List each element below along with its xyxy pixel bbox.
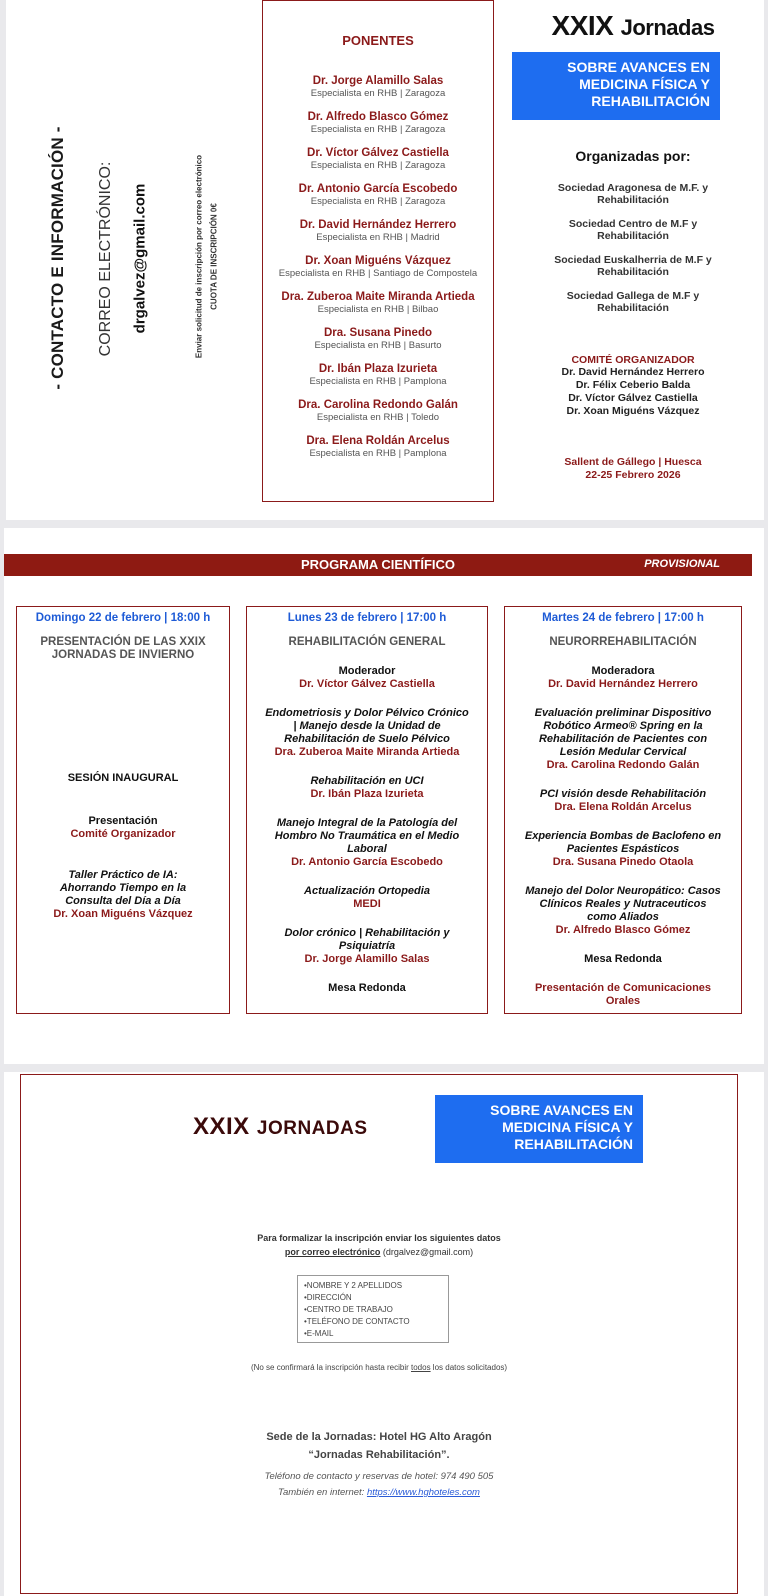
- subtitle-line: MEDICINA FÍSICA Y: [502, 1119, 633, 1135]
- contact-heading: - CONTACTO E INFORMACIÓN -: [48, 126, 67, 390]
- speaker-name: MEDI: [353, 898, 381, 910]
- speaker-role: Especialista en RHB | Bilbao: [317, 304, 439, 315]
- program-page: [4, 528, 764, 1064]
- registration-field: •CENTRO DE TRABAJO: [304, 1305, 393, 1314]
- organizer-line: Rehabilitación: [597, 302, 669, 314]
- organizer-line: Sociedad Centro de M.F y: [568, 218, 698, 230]
- committee-member: Dr. David Hernández Herrero: [561, 366, 705, 378]
- item-heading: Moderador: [338, 665, 396, 677]
- speaker-entry: [263, 183, 493, 219]
- registration-email-prefix: por correo electrónico: [284, 1247, 381, 1257]
- speaker-entry: [263, 327, 493, 363]
- talk-title: Manejo del Dolor Neuropático: Casos: [525, 885, 721, 897]
- organized-by-title: Organizadas por:: [575, 148, 691, 164]
- registration-fee-note: CUOTA DE INSCRIPCIÓN 0€: [209, 203, 219, 310]
- program-item: [253, 927, 481, 966]
- speaker-role: Especialista en RHB | Zaragoza: [310, 160, 446, 171]
- subtitle-line: REHABILITACIÓN: [591, 93, 710, 109]
- speaker-role: Especialista en RHB | Pamplona: [309, 448, 447, 459]
- committee-title: COMITÉ ORGANIZADOR: [571, 354, 695, 366]
- topic-line: JORNADAS DE INVIERNO: [51, 649, 195, 661]
- topic-line: PRESENTACIÓN DE LAS XXIX: [40, 636, 206, 648]
- speaker-name: Dra. Elena Roldán Arcelus: [554, 801, 692, 813]
- item-heading: Mesa Redonda: [584, 953, 662, 965]
- organizer-line: Rehabilitación: [597, 194, 669, 206]
- registration-field: •NOMBRE Y 2 APELLIDOS: [304, 1281, 403, 1290]
- subtitle-line: REHABILITACIÓN: [514, 1136, 633, 1152]
- item-name-line: Presentación de Comunicaciones: [534, 982, 712, 994]
- program-item: [253, 885, 481, 911]
- subtitle-line: MEDICINA FÍSICA Y: [579, 76, 710, 92]
- registration-field: •E-MAIL: [304, 1329, 334, 1338]
- speaker-name: Dr. Alfredo Blasco Gómez: [307, 111, 449, 123]
- speaker-name: Dra. Carolina Redondo Galán: [298, 399, 458, 411]
- talk-title: Manejo Integral de la Patología del: [276, 817, 458, 829]
- speaker-name: Dr. Xoan Miguéns Vázquez: [305, 255, 451, 267]
- venue-quote: “Jornadas Rehabilitación”.: [308, 1449, 450, 1461]
- contact-email[interactable]: drgalvez@gmail.com: [131, 183, 149, 334]
- speaker-entry: [263, 399, 493, 435]
- talk-title: Ahorrando Tiempo en la: [59, 882, 187, 894]
- program-item: [511, 665, 735, 691]
- speaker-entry: [263, 75, 493, 111]
- speaker-name: Dr. Víctor Gálvez Castiella: [299, 678, 435, 690]
- talk-title: Rehabilitación de Suelo Pélvico: [284, 733, 450, 745]
- speaker-name: Comité Organizador: [70, 828, 176, 840]
- registration-email-line: [21, 1247, 737, 1257]
- speaker-role: Especialista en RHB | Zaragoza: [310, 88, 446, 99]
- speaker-name: Dr. Ibán Plaza Izurieta: [318, 363, 438, 375]
- internet-prefix: También en internet:: [278, 1487, 367, 1498]
- talk-title: Taller Práctico de IA:: [68, 869, 178, 881]
- committee-member: Dr. Xoan Miguéns Vázquez: [566, 405, 700, 417]
- talk-title: Laboral: [347, 843, 387, 855]
- registration-frame: [20, 1074, 738, 1594]
- subtitle-line: SOBRE AVANCES EN: [567, 59, 710, 75]
- registration-note: [21, 1363, 737, 1372]
- send-request-note: Enviar solicitud de inscripción por correo electrónico: [194, 154, 204, 359]
- day-topic: [511, 636, 735, 649]
- talk-title: | Manejo desde la Unidad de: [293, 720, 441, 732]
- registration-event-title: [193, 1113, 368, 1141]
- program-item: [253, 982, 481, 995]
- venue: Sallent de Gállego | Huesca: [564, 456, 702, 468]
- speaker-name: Dr. David Hernández Herrero: [299, 219, 457, 231]
- speaker-role: Especialista en RHB | Pamplona: [309, 376, 447, 387]
- speaker-name: Dra. Susana Pinedo: [323, 327, 432, 339]
- speaker-name: Dra. Elena Roldán Arcelus: [306, 435, 450, 447]
- item-heading: Presentación: [88, 815, 158, 827]
- registration-subtitle: [435, 1095, 643, 1163]
- venue-date: [502, 456, 764, 482]
- event-dates: 22-25 Febrero 2026: [585, 469, 681, 481]
- note-text: los datos solicitados): [430, 1363, 508, 1372]
- speaker-name: Dr. Jorge Alamillo Salas: [312, 75, 444, 87]
- subtitle-line: SOBRE AVANCES EN: [490, 1102, 633, 1118]
- hotel-phone: Teléfono de contacto y reservas de hotel: 974 490 505: [264, 1471, 494, 1482]
- speaker-role: Especialista en RHB | Basurto: [314, 340, 442, 351]
- day-header: Domingo 22 de febrero | 18:00 h: [35, 612, 211, 624]
- speaker-name: Dr. Antonio García Escobedo: [298, 183, 458, 195]
- topic-line: REHABILITACIÓN GENERAL: [288, 636, 446, 648]
- day-header: Lunes 23 de febrero | 17:00 h: [287, 612, 447, 624]
- organizers-list: [502, 182, 764, 314]
- talk-title: Experiencia Bombas de Baclofeno en: [524, 830, 722, 842]
- talk-title: Lesión Medular Cervical: [559, 746, 687, 758]
- talk-title: Robótico Armeo® Spring en la: [543, 720, 703, 732]
- talk-title: Clínicos Reales y Nutraceuticos: [539, 898, 707, 910]
- speaker-entry: [263, 111, 493, 147]
- speaker-name: Dra. Zuberoa Maite Miranda Artieda: [281, 291, 475, 303]
- event-title: [502, 10, 764, 42]
- speaker-name: Dr. Antonio García Escobedo: [291, 856, 443, 868]
- talk-title: como Aliados: [587, 911, 659, 923]
- program-banner: [4, 554, 752, 576]
- item-name-line: Orales: [605, 995, 641, 1007]
- title-word: JORNADAS: [256, 1118, 368, 1139]
- speaker-entry: [263, 147, 493, 183]
- hotel-website-link[interactable]: https://www.hghoteles.com: [366, 1487, 480, 1498]
- speaker-name: Dra. Carolina Redondo Galán: [546, 759, 700, 771]
- talk-title: Consulta del Día a Día: [65, 895, 181, 907]
- talk-title: Pacientes Espásticos: [566, 843, 680, 855]
- registration-field: •TELÉFONO DE CONTACTO: [304, 1317, 410, 1326]
- registration-field: •DIRECCIÓN: [304, 1293, 352, 1302]
- program-item: [511, 830, 735, 869]
- day-header: Martes 24 de febrero | 17:00 h: [542, 612, 704, 624]
- registration-intro: Para formalizar la inscripción enviar los siguientes datos: [257, 1233, 501, 1243]
- speakers-panel: [262, 0, 494, 502]
- talk-title: Rehabilitación en UCI: [310, 775, 424, 787]
- organizer: [502, 182, 764, 206]
- talk-title: Evaluación preliminar Dispositivo: [534, 707, 712, 719]
- registration-email[interactable]: (drgalvez@gmail.com): [380, 1247, 474, 1257]
- speaker-entry: [263, 435, 493, 471]
- item-heading: SESIÓN INAUGURAL: [67, 772, 179, 784]
- program-item: [253, 817, 481, 869]
- committee-member: Dr. Víctor Gálvez Castiella: [568, 392, 698, 404]
- program-item: [511, 982, 735, 1008]
- note-text: (No se confirmará la inscripción hasta recibir: [250, 1363, 411, 1372]
- title-word: Jornadas: [620, 15, 715, 40]
- talk-title: Endometriosis y Dolor Pélvico Crónico: [265, 707, 469, 719]
- talk-title: PCI visión desde Rehabilitación: [539, 788, 707, 800]
- event-subtitle: [512, 52, 720, 120]
- speakers-title: PONENTES: [342, 33, 414, 48]
- program-item: [253, 775, 481, 801]
- organizer: [502, 218, 764, 242]
- program-item: [253, 665, 481, 691]
- program-item: [253, 707, 481, 759]
- speaker-entry: [263, 363, 493, 399]
- day-column-sunday: [16, 606, 230, 1014]
- registration-fields-box: [297, 1275, 449, 1343]
- speaker-name: Dr. Víctor Gálvez Castiella: [307, 147, 449, 159]
- speaker-role: Especialista en RHB | Madrid: [316, 232, 440, 243]
- email-label: CORREO ELECTRÓNICO:: [97, 161, 114, 357]
- venue-line: Sede de la Jornadas: Hotel HG Alto Aragón: [266, 1431, 492, 1443]
- speaker-role: Especialista en RHB | Santiago de Compostela: [278, 268, 478, 279]
- speaker-role: Especialista en RHB | Zaragoza: [310, 124, 446, 135]
- speakers-list: [263, 75, 493, 471]
- note-emphasis: todos: [411, 1363, 431, 1372]
- organizer: [502, 254, 764, 278]
- committee-list: [502, 366, 764, 418]
- title-roman: XXIX: [193, 1113, 250, 1140]
- day-column-tuesday: [504, 606, 742, 1014]
- speaker-name: Dra. Susana Pinedo Otaola: [552, 856, 694, 868]
- program-item: [511, 885, 735, 937]
- talk-title: Rehabilitación de Pacientes con: [538, 733, 708, 745]
- speaker-name: Dr. Xoan Miguéns Vázquez: [53, 908, 193, 920]
- title-roman: XXIX: [551, 10, 614, 41]
- program-item: [511, 953, 735, 966]
- speaker-name: Dra. Zuberoa Maite Miranda Artieda: [274, 746, 460, 758]
- committee-member: Dr. Félix Ceberio Balda: [575, 379, 691, 391]
- day-topic: [253, 636, 481, 649]
- speaker-entry: [263, 291, 493, 327]
- program-item: [23, 869, 223, 921]
- talk-title: Hombro No Traumática en el Medio: [274, 830, 460, 842]
- speaker-entry: [263, 255, 493, 291]
- day-column-monday: [246, 606, 488, 1014]
- organizer-line: Sociedad Aragonesa de M.F. y: [557, 182, 709, 194]
- organizer-line: Rehabilitación: [597, 230, 669, 242]
- program-item: [23, 815, 223, 841]
- topic-line: NEURORREHABILITACIÓN: [549, 636, 697, 648]
- speaker-role: Especialista en RHB | Zaragoza: [310, 196, 446, 207]
- speaker-name: Dr. Ibán Plaza Izurieta: [310, 788, 424, 800]
- cover-panel: [502, 0, 764, 482]
- program-title: PROGRAMA CIENTÍFICO: [300, 557, 456, 572]
- speaker-name: Dr. David Hernández Herrero: [548, 678, 698, 690]
- item-heading: Moderadora: [591, 665, 655, 677]
- talk-title: Actualización Ortopedia: [304, 885, 430, 897]
- speaker-name: Dr. Jorge Alamillo Salas: [304, 953, 430, 965]
- program-status: PROVISIONAL: [644, 558, 720, 570]
- organizer: [502, 290, 764, 314]
- organizer-line: Sociedad Euskalherria de M.F y: [554, 254, 712, 266]
- program-item: [511, 788, 735, 814]
- internet-line: [21, 1487, 737, 1498]
- talk-title: Dolor crónico | Rehabilitación y: [284, 927, 450, 939]
- day-topic: [23, 636, 223, 662]
- speaker-entry: [263, 219, 493, 255]
- talk-title: Psiquiatría: [338, 940, 396, 952]
- brochure-cover-page: [6, 0, 764, 520]
- registration-page: [4, 1072, 764, 1596]
- organizer-line: Rehabilitación: [597, 266, 669, 278]
- organizer-line: Sociedad Gallega de M.F y: [566, 290, 700, 302]
- program-item: [23, 772, 223, 785]
- program-item: [511, 707, 735, 772]
- item-heading: Mesa Redonda: [328, 982, 406, 994]
- speaker-role: Especialista en RHB | Toledo: [316, 412, 440, 423]
- speaker-name: Dr. Alfredo Blasco Gómez: [555, 924, 691, 936]
